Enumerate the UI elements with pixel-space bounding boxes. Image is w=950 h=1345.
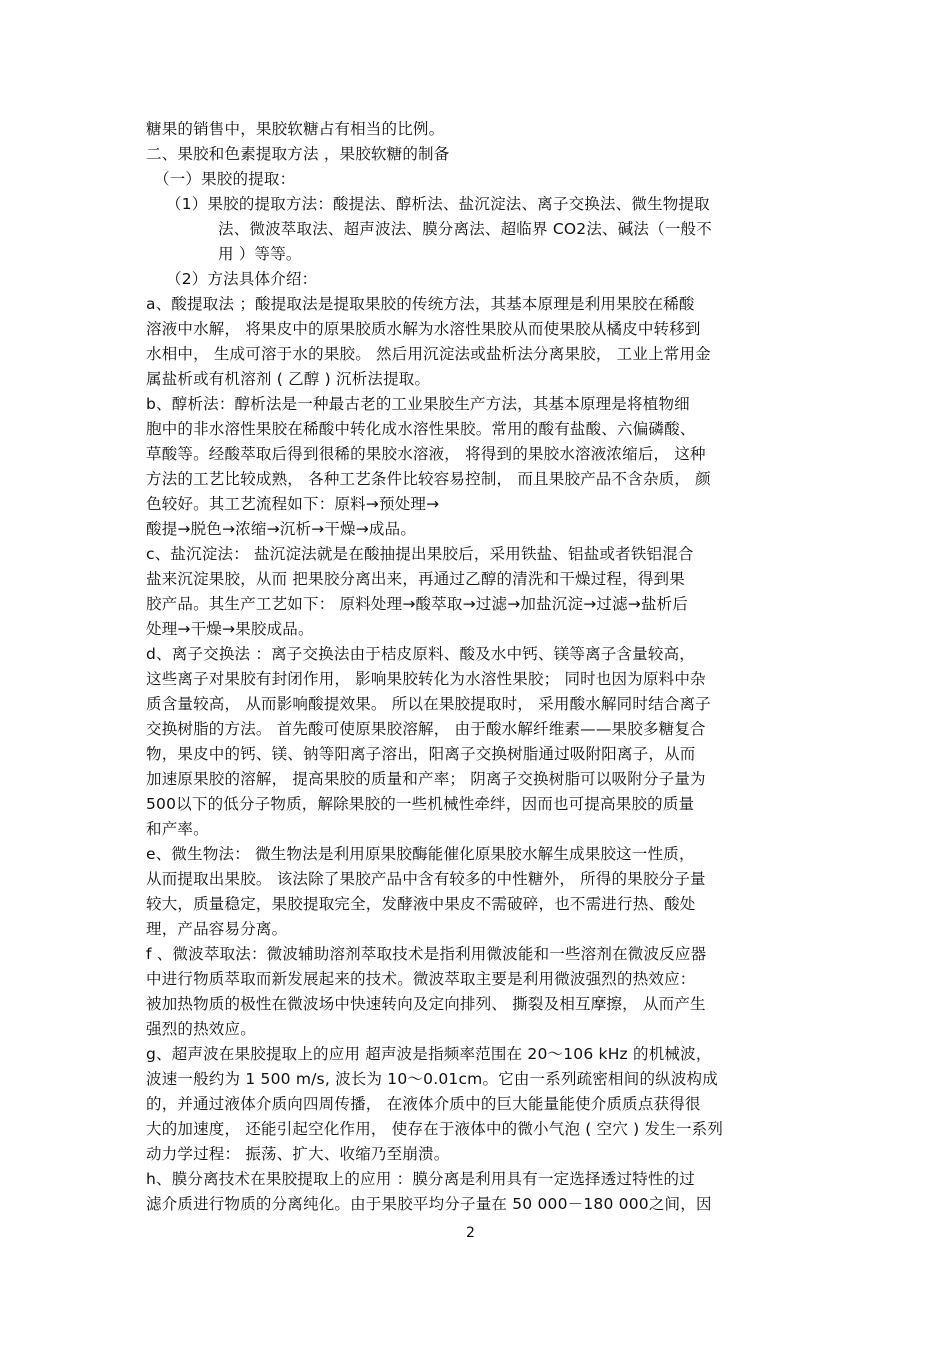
text-line: 滤介质进行物质的分离纯化。由于果胶平均分子量在 50 000－180 000之间，因 [146, 1195, 712, 1213]
text-line: h、膜分离技术在果胶提取上的应用 ：膜分离是利用具有一定选择透过特性的过 [146, 1170, 695, 1188]
section-heading: 二、果胶和色素提取方法 ，果胶软糖的制备 [146, 145, 450, 163]
text-line: 的，并通过液体介质向四周传播， 在液体介质中的巨大能量能使介质质点获得很 [146, 1095, 701, 1113]
text-line: 动力学过程： 振荡、扩大、收缩乃至崩溃。 [146, 1145, 450, 1163]
text-line: 这些离子对果胶有封闭作用， 影响果胶转化为水溶性果胶； 同时也因为原料中杂 [146, 670, 706, 688]
text-line: 交换树脂的方法。 首先酸可使原果胶溶解， 由于酸水解纤维素——果胶多糖复合 [146, 720, 706, 738]
text-line: 色较好。其工艺流程如下：原料→预处理→ [146, 495, 440, 513]
text-line: 500以下的低分子物质，解除果胶的一些机械性牵绊，因而也可提高果胶的质量 [146, 795, 695, 813]
text-line: b、醇析法：醇析法是一种最古老的工业果胶生产方法，其基本原理是将植物细 [146, 395, 690, 413]
text-line: 溶液中水解， 将果皮中的原果胶质水解为水溶性果胶从而使果胶从橘皮中转移到 [146, 320, 701, 338]
text-line: 酸提→脱色→浓缩→沉析→干燥→成品。 [146, 520, 417, 538]
text-line: 质含量较高， 从而影响酸提效果。 所以在果胶提取时， 采用酸水解同时结合离子 [146, 695, 711, 713]
text-line: （2）方法具体介绍： [166, 270, 318, 288]
text-line: 强烈的热效应。 [146, 1020, 256, 1038]
text-line: c、盐沉淀法： 盐沉淀法就是在酸抽提出果胶后，采用铁盐、铝盐或者铁铝混合 [146, 545, 694, 563]
text-line: f 、微波萃取法：微波辅助溶剂萃取技术是指利用微波能和一些溶剂在微波反应器 [146, 945, 707, 963]
text-line: 草酸等。经酸萃取后得到很稀的果胶水溶液， 将得到的果胶水溶液浓缩后， 这种 [146, 445, 706, 463]
text-line: 糖果的销售中，果胶软糖占有相当的比例。 [146, 120, 445, 138]
text-line: 从而提取出果胶。 该法除了果胶产品中含有较多的中性糖外， 所得的果胶分子量 [146, 870, 706, 888]
subsection-heading: （一）果胶的提取： [154, 170, 296, 188]
text-line: 胶产品。其生产工艺如下： 原料处理→酸萃取→过滤→加盐沉淀→过滤→盐析后 [146, 595, 689, 613]
text-line: 处理→干燥→果胶成品。 [146, 620, 314, 638]
text-line: 物，果皮中的钙、镁、钠等阳离子溶出，阳离子交换树脂通过吸附阳离子，从而 [146, 745, 696, 763]
text-line: 加速原果胶的溶解， 提高果胶的质量和产率； 阴离子交换树脂可以吸附分子量为 [146, 770, 706, 788]
page-number: 2 [466, 1225, 475, 1241]
text-line: 波速一般约为 1 500 m/s, 波长为 10～0.01cm。它由一系列疏密相间的纵波构成 [146, 1070, 718, 1088]
text-line: 理，产品容易分离。 [146, 920, 288, 938]
text-line: 盐来沉淀果胶，从而 把果胶分离出来，再通过乙醇的清洗和干燥过程，得到果 [146, 570, 685, 588]
text-line: 用 ）等等。 [218, 245, 302, 263]
text-line: a、酸提取法 ；酸提取法是提取果胶的传统方法，其基本原理是利用果胶在稀酸 [146, 295, 695, 313]
text-line: d、离子交换法 ：离子交换法由于桔皮原料、酸及水中钙、镁等离子含量较高， [146, 645, 695, 663]
text-line: 水相中， 生成可溶于水的果胶。 然后用沉淀法或盐析法分离果胶， 工业上常用金 [146, 345, 711, 363]
text-line: 方法的工艺比较成熟， 各种工艺条件比较容易控制， 而且果胶产品不含杂质， 颜 [146, 470, 711, 488]
text-line: 法、微波萃取法、超声波法、膜分离法、超临界 CO2法、碱法（一般不 [218, 220, 712, 238]
text-line: e、微生物法： 微生物法是利用原果胶酶能催化原果胶水解生成果胶这一性质， [146, 845, 695, 863]
text-line: 大的加速度， 还能引起空化作用， 使存在于液体中的微小气泡 ( 空穴 ) 发生一系列 [146, 1120, 724, 1138]
text-line: 被加热物质的极性在微波场中快速转向及定向排列、 撕裂及相互摩擦， 从而产生 [146, 995, 706, 1013]
text-line: 胞中的非水溶性果胶在稀酸中转化成水溶性果胶。常用的酸有盐酸、六偏磷酸、 [146, 420, 696, 438]
text-line: 较大，质量稳定，果胶提取完全，发酵液中果皮不需破碎，也不需进行热、酸处 [146, 895, 696, 913]
text-line: 属盐析或有机溶剂 ( 乙醇 ) 沉析法提取。 [146, 370, 431, 388]
text-line: g、超声波在果胶提取上的应用 超声波是指频率范围在 20～106 kHz 的机械波， [146, 1045, 712, 1063]
text-line: （1）果胶的提取方法：酸提法、醇析法、盐沉淀法、离子交换法、微生物提取 [166, 195, 710, 213]
text-line: 中进行物质萃取而新发展起来的技术。微波萃取主要是利用微波强烈的热效应： [146, 970, 696, 988]
text-line: 和产率。 [146, 820, 209, 838]
